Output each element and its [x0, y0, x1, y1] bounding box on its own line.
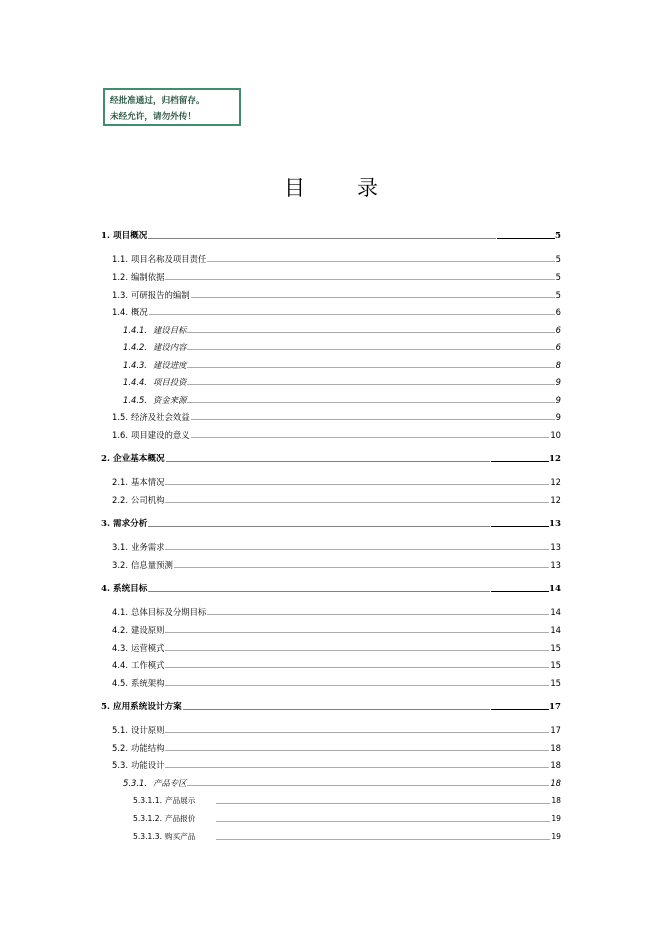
toc-entry-page: 13 [549, 519, 561, 529]
toc-entry[interactable] [101, 321, 561, 335]
toc-entry-page: 9 [555, 395, 561, 405]
toc-entry-page: 15 [550, 678, 561, 688]
toc-entry-page: 18 [550, 743, 561, 753]
toc-entry-page: 15 [550, 643, 561, 653]
toc-entry[interactable] [101, 621, 561, 635]
toc-entry-page: 13 [550, 542, 561, 552]
toc-entry-page: 12 [550, 477, 561, 487]
toc-entry-page: 18 [551, 796, 561, 805]
toc-entry[interactable] [101, 828, 561, 842]
toc-entry-number: 4.2. [112, 625, 128, 635]
toc-entry[interactable] [101, 698, 561, 712]
toc-leader-dots [216, 839, 550, 840]
toc-entry-page: 5 [555, 254, 561, 264]
toc-leader-dots [165, 279, 554, 280]
toc-entry-number: 4.1. [112, 607, 128, 617]
toc-entry-label: 购买产品 [164, 832, 196, 841]
toc-entry-number: 1.4.5. [123, 395, 147, 405]
toc-entry-page: 6 [555, 325, 561, 335]
toc-leader-dots [191, 437, 550, 438]
toc-entry[interactable] [101, 356, 561, 370]
toc-entry-label: 产品展示 [164, 796, 196, 805]
toc-leader-dots [187, 367, 554, 368]
toc-entry-number: 1.5. [112, 412, 128, 422]
toc-entry[interactable] [101, 756, 561, 770]
toc-leader-dots [183, 709, 490, 710]
toc-entry-page: 6 [555, 307, 561, 317]
toc-entry-page: 19 [551, 832, 561, 841]
toc-entry[interactable] [101, 408, 561, 422]
toc-leader-dots [191, 297, 555, 298]
toc-entry-number: 1.6. [112, 430, 128, 440]
toc-entry-page: 14 [549, 584, 561, 594]
toc-entry-label: 编制依据 [130, 272, 165, 282]
toc-leader-dots [165, 549, 549, 550]
toc-entry[interactable] [101, 373, 561, 387]
toc-leader-dots [191, 419, 555, 420]
toc-entry[interactable] [101, 810, 561, 824]
toc-entry-page: 19 [551, 814, 561, 823]
toc-entry-page: 17 [549, 702, 561, 712]
toc-entry-number: 5. [101, 702, 110, 712]
toc-leader-dots [165, 767, 549, 768]
toc-leader-dots [165, 632, 549, 633]
toc-entry[interactable] [101, 227, 561, 241]
toc-entry-label: 企业基本概况 [112, 454, 165, 464]
toc-entry[interactable] [101, 739, 561, 753]
toc-entry-label: 应用系统设计方案 [112, 702, 182, 712]
toc-leader-dots [174, 567, 549, 568]
toc-entry-page: 5 [555, 231, 561, 241]
title-char-1: 目 [284, 176, 305, 200]
toc-leader-dots [165, 650, 549, 651]
toc-entry-label: 概况 [130, 307, 148, 317]
toc-entry-label: 建设进度 [152, 360, 187, 370]
toc-entry-number: 1.4.3. [123, 360, 147, 370]
toc-entry[interactable] [101, 473, 561, 487]
toc-entry-label: 需求分析 [112, 519, 148, 529]
toc-entry-label: 项目名称及项目责任 [130, 254, 207, 264]
toc-entry[interactable] [101, 792, 561, 806]
toc-leader-dots [165, 502, 549, 503]
toc-entry-number: 2.1. [112, 477, 128, 487]
toc-entry-label: 产品专区 [152, 778, 187, 788]
toc-entry-page: 14 [550, 607, 561, 617]
toc-entry-label: 产品报价 [164, 814, 196, 823]
toc-entry-label: 建设原则 [130, 625, 165, 635]
toc-entry[interactable] [101, 538, 561, 552]
toc-entry-number: 1.3. [112, 290, 128, 300]
toc-entry-page: 5 [555, 290, 561, 300]
toc-leader-bar [491, 526, 549, 527]
toc-entry-label: 设计原则 [130, 725, 165, 735]
toc-leader-dots [165, 667, 549, 668]
toc-leader-dots [187, 402, 554, 403]
toc-entry[interactable] [101, 450, 561, 464]
toc-entry-label: 公司机构 [130, 495, 165, 505]
toc-leader-dots [149, 314, 555, 315]
toc-leader-dots [166, 461, 490, 462]
toc-entry-number: 4. [101, 584, 110, 594]
toc-entry-number: 2. [101, 454, 110, 464]
toc-leader-dots [216, 803, 550, 804]
toc-leader-dots [207, 614, 549, 615]
toc-entry-number: 4.3. [112, 643, 128, 653]
toc-leader-dots [165, 732, 549, 733]
toc-leader-bar [491, 461, 549, 462]
toc-entry-number: 4.4. [112, 660, 128, 670]
toc-entry-page: 10 [550, 430, 561, 440]
toc-entry-page: 9 [555, 377, 561, 387]
toc-entry-page: 9 [555, 412, 561, 422]
toc-leader-dots [187, 384, 554, 385]
toc-entry-label: 系统架构 [130, 678, 165, 688]
toc-entry-page: 8 [555, 360, 561, 370]
toc-entry[interactable] [101, 250, 561, 264]
toc-leader-dots [207, 261, 554, 262]
toc-entry-label: 建设目标 [152, 325, 187, 335]
toc-entry[interactable] [101, 674, 561, 688]
toc-entry-number: 5.3.1.3. [133, 832, 162, 841]
toc-entry-number: 5.3.1.1. [133, 796, 162, 805]
toc-entry-page: 13 [550, 560, 561, 570]
toc-entry-page: 5 [555, 272, 561, 282]
toc-leader-dots [148, 238, 496, 239]
stamp-line-1: 经批准通过，归档留存。 [110, 96, 205, 106]
toc-entry-page: 15 [550, 660, 561, 670]
toc-entry-number: 1.4.2. [123, 342, 147, 352]
toc-entry-label: 资金来源 [152, 395, 187, 405]
toc-leader-dots [187, 349, 554, 350]
toc-entry-number: 1.4.1. [123, 325, 147, 335]
approval-stamp [103, 88, 241, 126]
toc-entry-number: 1.4.4. [123, 377, 147, 387]
toc-entry-label: 信息量预测 [130, 560, 173, 570]
toc-entry-number: 5.1. [112, 725, 128, 735]
toc-entry[interactable] [101, 515, 561, 529]
toc-entry-label: 业务需求 [130, 542, 165, 552]
toc-entry-label: 工作模式 [130, 660, 165, 670]
toc-entry-number: 5.3.1.2. [133, 814, 162, 823]
toc-entry[interactable] [101, 656, 561, 670]
stamp-line-2: 未经允许，请勿外传！ [110, 112, 196, 122]
toc-entry-label: 建设内容 [152, 342, 187, 352]
toc-entry[interactable] [101, 639, 561, 653]
toc-entry-label: 经济及社会效益 [130, 412, 190, 422]
toc-entry-number: 5.2. [112, 743, 128, 753]
page-title [0, 172, 662, 202]
toc-entry-number: 5.3. [112, 760, 128, 770]
toc-leader-dots [148, 591, 490, 592]
toc-entry-page: 18 [550, 760, 561, 770]
toc-entry-number: 3.2. [112, 560, 128, 570]
toc-entry-label: 基本情况 [130, 477, 165, 487]
toc-entry-label: 可研报告的编制 [130, 290, 190, 300]
toc-entry[interactable] [101, 556, 561, 570]
title-char-2: 录 [357, 176, 378, 200]
toc-entry-page: 6 [555, 342, 561, 352]
toc-entry-label: 系统目标 [112, 584, 148, 594]
toc-leader-dots [148, 526, 490, 527]
toc-entry[interactable] [101, 721, 561, 735]
toc-entry-page: 18 [550, 778, 561, 788]
toc-entry-label: 运营模式 [130, 643, 165, 653]
toc-entry-number: 1.4. [112, 307, 128, 317]
toc-entry-page: 12 [550, 495, 561, 505]
toc-entry[interactable] [101, 391, 561, 405]
toc-entry-page: 14 [550, 625, 561, 635]
toc-entry-number: 1.1. [112, 254, 128, 264]
toc-leader-dots [216, 821, 550, 822]
toc-entry[interactable] [101, 580, 561, 594]
toc-entry-number: 3. [101, 519, 110, 529]
toc-leader-bar [497, 238, 555, 239]
toc-leader-dots [187, 332, 554, 333]
toc-leader-bar [491, 591, 549, 592]
toc-leader-dots [165, 484, 549, 485]
toc-entry[interactable] [101, 774, 561, 788]
toc-entry-label: 项目建设的意义 [130, 430, 190, 440]
toc-entry-label: 功能设计 [130, 760, 165, 770]
toc-leader-bar [491, 709, 549, 710]
toc-leader-dots [165, 685, 549, 686]
toc-entry[interactable] [101, 491, 561, 505]
toc-entry-number: 1. [101, 231, 110, 241]
toc-entry-label: 功能结构 [130, 743, 165, 753]
toc-entry[interactable] [101, 268, 561, 282]
toc-entry-page: 17 [550, 725, 561, 735]
toc-entry-number: 5.3.1. [123, 778, 147, 788]
toc-entry-label: 项目投资 [152, 377, 187, 387]
toc-entry-label: 总体目标及分期目标 [130, 607, 207, 617]
toc-entry[interactable] [101, 338, 561, 352]
toc-entry[interactable] [101, 603, 561, 617]
toc-leader-dots [165, 750, 549, 751]
toc-entry-number: 3.1. [112, 542, 128, 552]
toc-entry-number: 4.5. [112, 678, 128, 688]
toc-entry-label: 项目概况 [112, 231, 148, 241]
toc-entry[interactable] [101, 286, 561, 300]
toc-entry-number: 2.2. [112, 495, 128, 505]
toc-leader-dots [187, 785, 549, 786]
toc-entry-number: 1.2. [112, 272, 128, 282]
toc-entry-page: 12 [549, 454, 561, 464]
toc-entry[interactable] [101, 303, 561, 317]
toc-entry[interactable] [101, 426, 561, 440]
